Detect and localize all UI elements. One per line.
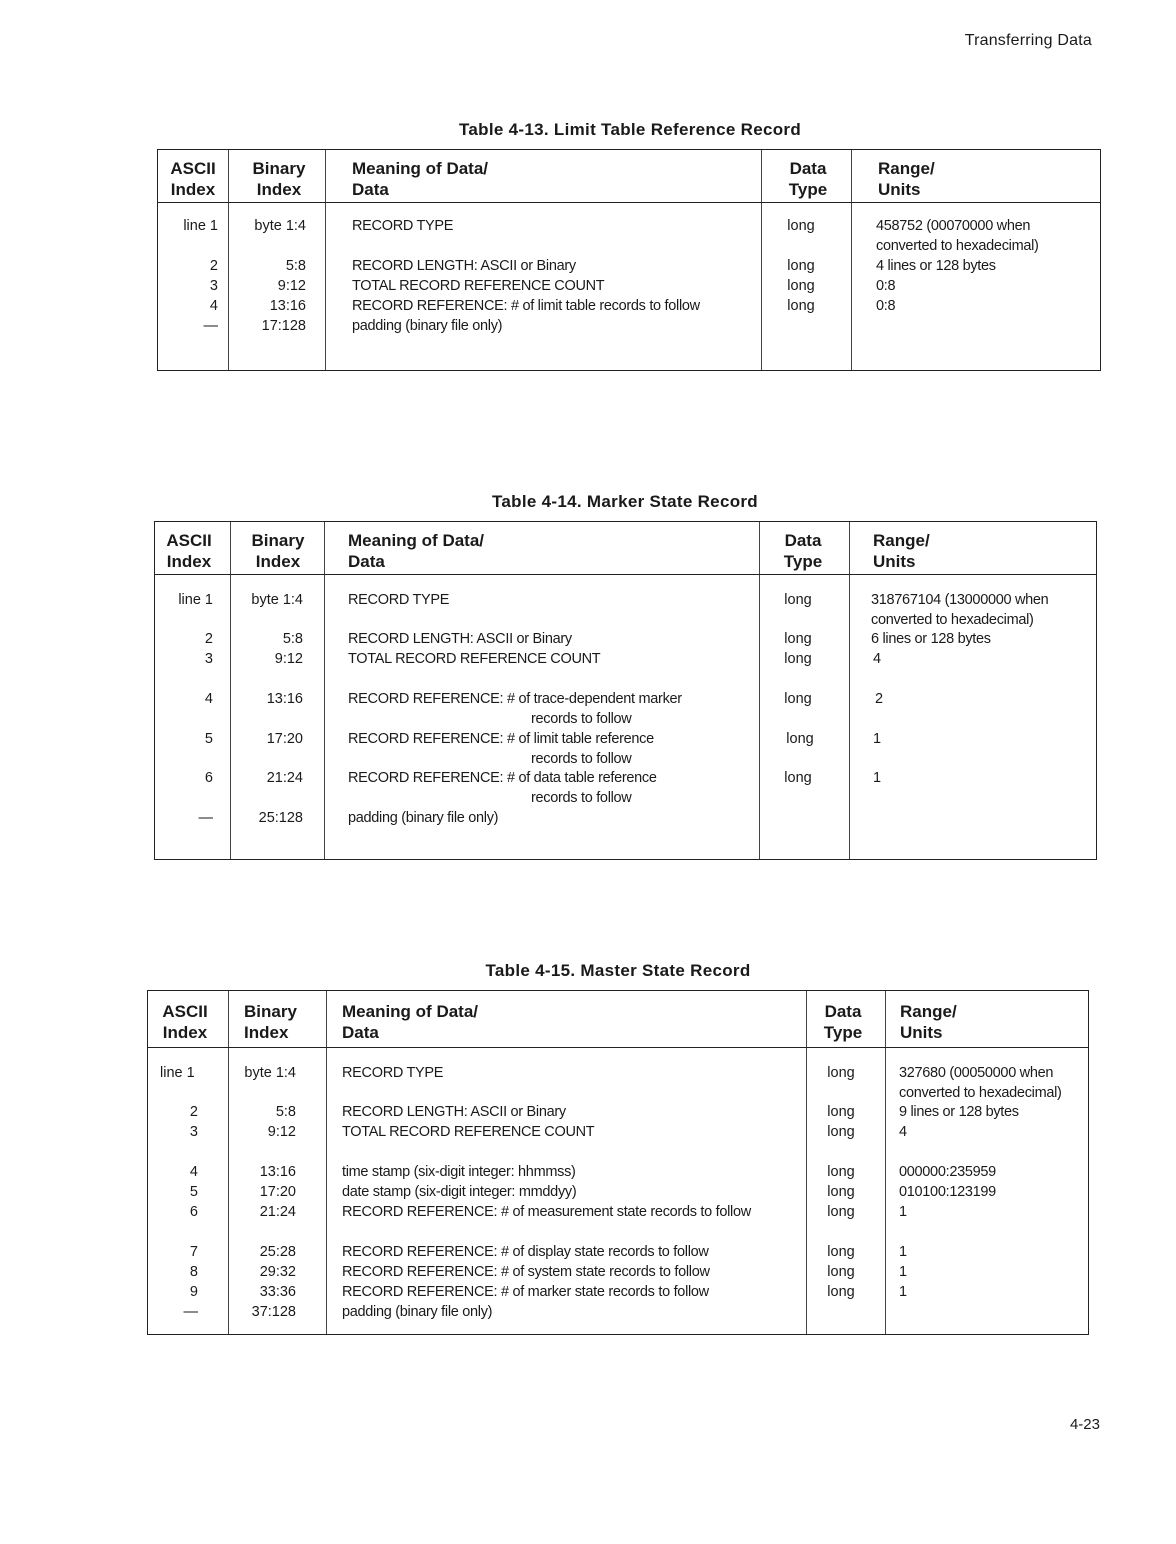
page-number: 4-23 <box>1069 1416 1100 1433</box>
cell-range: 1 <box>873 731 881 747</box>
cell-meaning: RECORD REFERENCE: # of measurement state records to follow <box>342 1204 751 1220</box>
header-data-type: Data Type <box>823 1002 863 1042</box>
cell-range: 327680 (00050000 when converted to hexadecimal) <box>899 1065 1062 1101</box>
header-ascii-index: ASCII Index <box>170 159 216 199</box>
cell-type: long <box>784 691 812 707</box>
cell-meaning: RECORD LENGTH: ASCII or Binary <box>352 258 576 274</box>
cell-meaning: date stamp (six-digit integer: mmddyy) <box>342 1184 577 1200</box>
cell-binary: 17:128 <box>261 318 306 334</box>
limit-table-reference-record-table <box>157 149 1101 371</box>
cell-type: long <box>784 631 812 647</box>
cell-meaning: RECORD REFERENCE: # of marker state records to follow <box>342 1284 709 1300</box>
cell-ascii: 9 <box>189 1284 198 1300</box>
cell-range: 6 lines or 128 bytes <box>871 631 991 647</box>
header-range: Range/ Units <box>878 159 935 199</box>
meaning-line: RECORD REFERENCE: # of trace-dependent marker <box>348 691 682 707</box>
header-range: Range/ Units <box>873 531 930 571</box>
cell-meaning <box>348 689 682 729</box>
cell-binary: 21:24 <box>259 1204 296 1220</box>
header-data-type: Data Type <box>788 159 828 199</box>
cell-ascii: — <box>198 810 213 826</box>
cell-ascii: 3 <box>204 651 213 667</box>
cell-ascii: 5 <box>204 731 213 747</box>
cell-type: long <box>827 1065 855 1081</box>
cell-type: long <box>827 1124 855 1140</box>
cell-meaning: time stamp (six-digit integer: hhmmss) <box>342 1164 576 1180</box>
cell-range: 0:8 <box>876 298 896 314</box>
cell-ascii: 3 <box>209 278 218 294</box>
cell-meaning <box>348 768 657 808</box>
meaning-line: RECORD REFERENCE: # of limit table reference <box>348 731 654 747</box>
cell-type: long <box>827 1184 855 1200</box>
cell-ascii: 2 <box>209 258 218 274</box>
cell-binary: byte 1:4 <box>251 592 303 608</box>
cell-ascii: 4 <box>209 298 218 314</box>
cell-range: 1 <box>899 1204 907 1220</box>
master-state-record-table <box>147 990 1089 1335</box>
cell-binary: byte 1:4 <box>244 1065 296 1081</box>
cell-type: long <box>784 770 812 786</box>
cell-binary: 29:32 <box>259 1264 296 1280</box>
cell-binary: 5:8 <box>285 258 306 274</box>
header-ascii-index: ASCII Index <box>162 1002 208 1042</box>
cell-binary: 5:8 <box>282 631 303 647</box>
cell-binary: 5:8 <box>275 1104 296 1120</box>
table-title: Table 4-13. Limit Table Reference Record <box>458 120 802 139</box>
cell-type: long <box>787 298 815 314</box>
cell-range: 9 lines or 128 bytes <box>899 1104 1019 1120</box>
cell-ascii: 7 <box>189 1244 198 1260</box>
header-meaning: Meaning of Data/ Data <box>352 159 489 199</box>
cell-range: 1 <box>873 770 881 786</box>
cell-meaning <box>348 729 654 769</box>
cell-range: 4 lines or 128 bytes <box>876 258 996 274</box>
header-binary-index: Binary Index <box>251 531 305 571</box>
cell-range: 458752 (00070000 when converted to hexadecimal) <box>876 218 1039 254</box>
cell-binary: 17:20 <box>266 731 303 747</box>
cell-meaning: RECORD TYPE <box>352 218 454 234</box>
cell-type: long <box>786 731 814 747</box>
header-range: Range/ Units <box>900 1002 957 1042</box>
cell-range: 318767104 (13000000 when converted to hexadecimal) <box>871 592 1049 628</box>
meaning-continuation: records to follow <box>531 711 632 727</box>
page-header: Transferring Data <box>964 32 1092 49</box>
cell-range: 0:8 <box>876 278 896 294</box>
cell-type: long <box>787 218 815 234</box>
header-binary-index: Binary Index <box>252 159 306 199</box>
cell-meaning: padding (binary file only) <box>352 318 503 334</box>
cell-ascii: 6 <box>204 770 213 786</box>
cell-type: long <box>784 651 812 667</box>
cell-meaning: RECORD REFERENCE: # of limit table records to follow <box>352 298 700 314</box>
cell-binary: 9:12 <box>274 651 303 667</box>
cell-ascii: 3 <box>189 1124 198 1140</box>
cell-ascii: 8 <box>189 1264 198 1280</box>
cell-meaning: padding (binary file only) <box>348 810 499 826</box>
cell-meaning: padding (binary file only) <box>342 1304 493 1320</box>
cell-ascii: line 1 <box>183 218 218 234</box>
cell-meaning: TOTAL RECORD REFERENCE COUNT <box>342 1124 595 1140</box>
cell-meaning: RECORD TYPE <box>348 592 450 608</box>
cell-binary: 13:16 <box>259 1164 296 1180</box>
cell-ascii: 2 <box>189 1104 198 1120</box>
header-data-type: Data Type <box>783 531 823 571</box>
cell-meaning: RECORD TYPE <box>342 1065 444 1081</box>
cell-meaning: TOTAL RECORD REFERENCE COUNT <box>352 278 605 294</box>
cell-binary: 33:36 <box>259 1284 296 1300</box>
cell-binary: 13:16 <box>269 298 306 314</box>
cell-meaning: RECORD LENGTH: ASCII or Binary <box>348 631 572 647</box>
cell-ascii: 4 <box>189 1164 198 1180</box>
cell-meaning: RECORD REFERENCE: # of display state records to follow <box>342 1244 709 1260</box>
cell-type: long <box>827 1164 855 1180</box>
cell-range: 000000:235959 <box>899 1164 996 1180</box>
cell-type: long <box>787 258 815 274</box>
header-meaning: Meaning of Data/ Data <box>348 531 485 571</box>
cell-type: long <box>827 1284 855 1300</box>
table-title: Table 4-14. Marker State Record <box>492 492 758 511</box>
cell-type: long <box>784 592 812 608</box>
cell-range: 1 <box>899 1244 907 1260</box>
cell-range: 010100:123199 <box>899 1184 996 1200</box>
table-title: Table 4-15. Master State Record <box>485 961 751 980</box>
cell-range: 1 <box>899 1264 907 1280</box>
cell-binary: 9:12 <box>277 278 306 294</box>
cell-ascii: 2 <box>204 631 213 647</box>
cell-binary: 21:24 <box>266 770 303 786</box>
cell-binary: 9:12 <box>267 1124 296 1140</box>
cell-ascii: 4 <box>204 691 213 707</box>
meaning-continuation: records to follow <box>531 751 632 767</box>
cell-range: 4 <box>899 1124 907 1140</box>
header-ascii-index: ASCII Index <box>166 531 212 571</box>
cell-type: long <box>827 1204 855 1220</box>
marker-state-record-table <box>154 521 1097 860</box>
cell-type: long <box>827 1244 855 1260</box>
cell-range: 4 <box>873 651 881 667</box>
cell-type: long <box>787 278 815 294</box>
cell-meaning: TOTAL RECORD REFERENCE COUNT <box>348 651 601 667</box>
cell-binary: 17:20 <box>259 1184 296 1200</box>
cell-range: 2 <box>875 691 883 707</box>
cell-ascii: 5 <box>189 1184 198 1200</box>
cell-ascii: line 1 <box>178 592 213 608</box>
header-meaning: Meaning of Data/ Data <box>342 1002 479 1042</box>
cell-meaning: RECORD REFERENCE: # of system state records to follow <box>342 1264 710 1280</box>
header-binary-index: Binary Index <box>244 1002 297 1042</box>
cell-binary: 37:128 <box>251 1304 296 1320</box>
cell-range: 1 <box>899 1284 907 1300</box>
cell-ascii: 6 <box>189 1204 198 1220</box>
meaning-continuation: records to follow <box>531 790 632 806</box>
cell-meaning: RECORD LENGTH: ASCII or Binary <box>342 1104 566 1120</box>
cell-ascii: — <box>183 1304 198 1320</box>
cell-ascii: line 1 <box>160 1065 195 1081</box>
cell-ascii: — <box>203 318 218 334</box>
cell-binary: 25:28 <box>259 1244 296 1260</box>
cell-binary: byte 1:4 <box>254 218 306 234</box>
cell-binary: 25:128 <box>258 810 303 826</box>
cell-type: long <box>827 1264 855 1280</box>
cell-binary: 13:16 <box>266 691 303 707</box>
cell-type: long <box>827 1104 855 1120</box>
meaning-line: RECORD REFERENCE: # of data table reference <box>348 770 657 786</box>
